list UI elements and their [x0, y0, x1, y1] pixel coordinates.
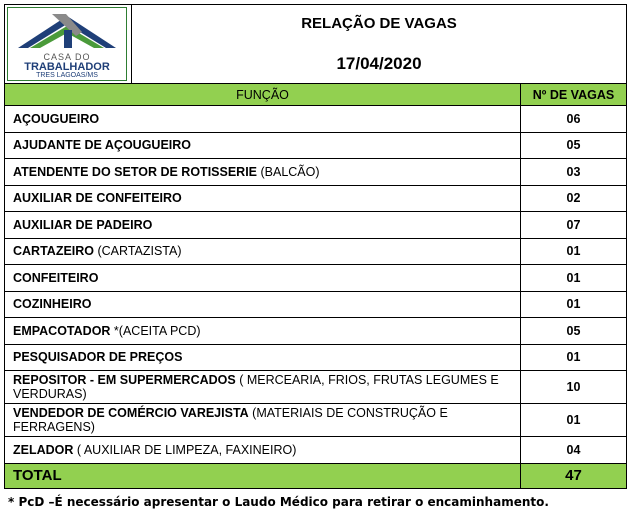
table-row	[5, 159, 627, 186]
page-date: 17/04/2020	[336, 54, 422, 73]
function-cell	[5, 437, 521, 464]
function-name: ATENDENTE DO SETOR DE ROTISSERIE	[13, 164, 258, 179]
logo-line3: TRES LAGOAS/MS	[36, 72, 98, 79]
table-row	[5, 212, 627, 239]
function-detail: (CARTAZISTA)	[94, 244, 182, 259]
vacancy-count: 01	[521, 238, 627, 265]
total-label: TOTAL	[5, 463, 521, 488]
function-name: PESQUISADOR DE PREÇOS	[13, 350, 183, 365]
function-cell	[5, 404, 521, 437]
function-cell	[5, 371, 521, 404]
column-header-row	[5, 84, 627, 106]
function-cell	[5, 106, 521, 133]
table-row	[5, 132, 627, 159]
vacancy-count: 06	[521, 106, 627, 133]
vacancy-count: 07	[521, 212, 627, 239]
vacancy-count: 04	[521, 437, 627, 464]
table-row	[5, 185, 627, 212]
function-detail: *(ACEITA PCD)	[110, 323, 201, 338]
column-header-function: FUNÇÃO	[5, 84, 521, 106]
function-detail: ( AUXILIAR DE LIMPEZA, FAXINEIRO)	[73, 442, 297, 457]
function-detail: ( MERCEARIA, FRIOS, FRUTAS LEGUMES E VERDURAS)	[13, 373, 499, 401]
vacancy-count: 05	[521, 132, 627, 159]
table-row	[5, 404, 627, 437]
function-cell	[5, 185, 521, 212]
function-name: ZELADOR	[13, 442, 74, 457]
function-name: EMPACOTADOR	[13, 323, 111, 338]
vacancy-count: 01	[521, 291, 627, 318]
vacancy-count: 01	[521, 404, 627, 437]
table-row	[5, 318, 627, 345]
function-name: COZINHEIRO	[13, 297, 92, 312]
vacancy-count: 03	[521, 159, 627, 186]
vacancy-count: 05	[521, 318, 627, 345]
function-cell	[5, 318, 521, 345]
function-cell	[5, 265, 521, 292]
function-name: VENDEDOR DE COMÉRCIO VAREJISTA	[13, 406, 249, 420]
function-name: AJUDANTE DE AÇOUGUEIRO	[13, 138, 192, 153]
table-row	[5, 371, 627, 404]
table-row	[5, 291, 627, 318]
vacancy-count: 10	[521, 371, 627, 404]
column-header-vacancies: Nº DE VAGAS	[521, 84, 627, 106]
title-block	[132, 5, 626, 83]
vacancy-count: 01	[521, 265, 627, 292]
table-row	[5, 265, 627, 292]
vacancy-rows	[5, 106, 627, 464]
function-cell	[5, 238, 521, 265]
logo-line2: TRABALHADOR	[24, 61, 110, 73]
function-cell	[5, 132, 521, 159]
logo-line1: CASA DO	[43, 52, 91, 62]
logo-cell	[5, 5, 132, 83]
function-detail: (BALCÃO)	[257, 164, 320, 179]
table-row	[5, 106, 627, 133]
function-name: AUXILIAR DE CONFEITEIRO	[13, 191, 182, 206]
table-row	[5, 437, 627, 464]
logo-mark-icon	[8, 8, 126, 54]
total-row	[5, 463, 627, 488]
table-row	[5, 344, 627, 371]
table-row	[5, 238, 627, 265]
header-row	[5, 5, 627, 84]
function-name: AUXILIAR DE PADEIRO	[13, 217, 153, 232]
function-name: CONFEITEIRO	[13, 270, 99, 285]
function-name: CARTAZEIRO	[13, 244, 95, 259]
page-title: RELAÇÃO DE VAGAS	[301, 15, 457, 32]
vacancy-count: 02	[521, 185, 627, 212]
vacancy-table	[4, 4, 627, 489]
pcd-note: * PcD –É necessário apresentar o Laudo Médico para retirar o encaminhamento.	[8, 494, 549, 509]
function-cell	[5, 159, 521, 186]
function-cell	[5, 291, 521, 318]
total-value: 47	[521, 463, 627, 488]
vacancy-count: 01	[521, 344, 627, 371]
function-name: REPOSITOR - EM SUPERMERCADOS	[13, 373, 236, 387]
vacancy-sheet	[4, 4, 626, 509]
casa-do-trabalhador-logo	[7, 7, 127, 81]
function-detail: (MATERIAIS DE CONSTRUÇÃO E FERRAGENS)	[13, 406, 448, 434]
function-cell	[5, 212, 521, 239]
function-cell	[5, 344, 521, 371]
function-name: AÇOUGUEIRO	[13, 111, 100, 126]
